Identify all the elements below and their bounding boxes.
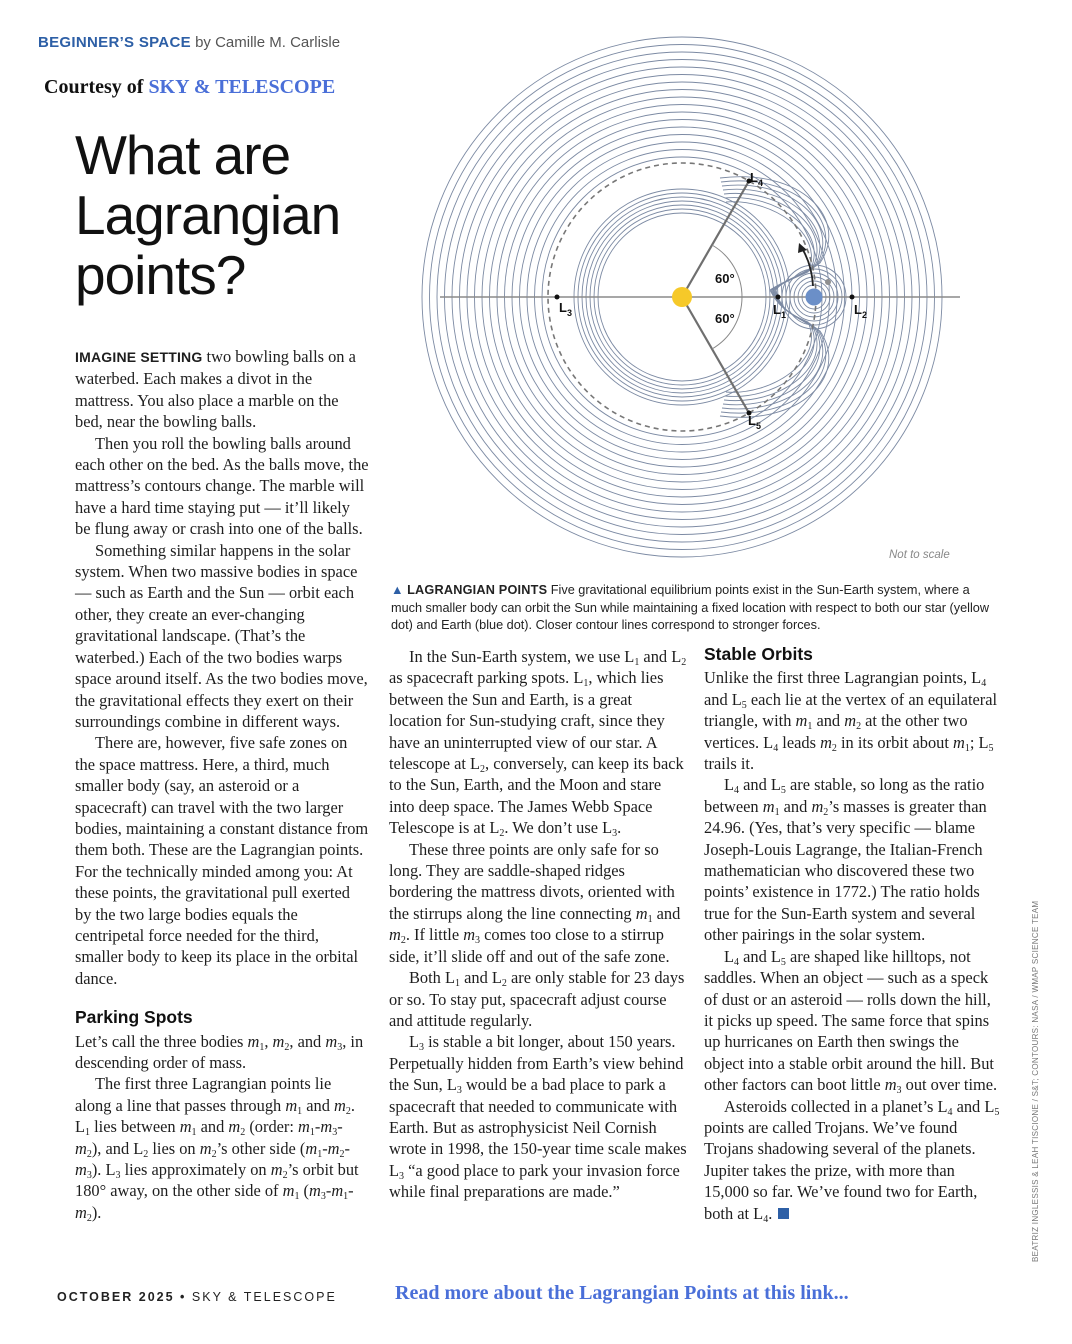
courtesy-magazine: SKY & TELESCOPE	[148, 76, 336, 98]
read-more-link[interactable]: Read more about the Lagrangian Points at this link...	[395, 1282, 849, 1304]
triangle-up-icon: ▲	[391, 583, 404, 597]
earth-dot	[806, 289, 823, 306]
paragraph: Then you roll the bowling balls around each other on the bed. As the balls move, the mattress’s contours change. The marble will have a hard time staying put — it’ll likely be flung away or crash into one of the balls.	[75, 433, 369, 539]
column-name: BEGINNER’S SPACE	[38, 34, 191, 51]
footer-bullet: •	[180, 1290, 187, 1304]
l3-point	[555, 295, 560, 300]
lagrangian-diagram	[420, 28, 980, 568]
angle-label-upper: 60°	[715, 271, 735, 286]
sun-dot	[672, 287, 692, 307]
paragraph: In the Sun-Earth system, we use $L_1$ and $L_2$ as spacecraft parking spots. $L_1$, which lies between the Sun and Earth, is a great location for Sun-studying craft, since they have an uninterrupted view of our star. A telescope at $L_2$, conversely, can keep its back to the Sun, Earth, and the Moon and stare into deep space. The James Webb Space Telescope is at $L_2$. We don’t use $L_3$.	[389, 647, 687, 840]
section-heading-stable-orbits: Stable Orbits	[704, 644, 813, 664]
not-to-scale-note: Not to scale	[889, 549, 950, 561]
footer-folio	[57, 1290, 337, 1304]
paragraph: Let’s call the three bodies $m_1$, $m_2$, and $m_3$, in descending order of mass.	[75, 1031, 364, 1072]
article-column-1	[75, 346, 369, 1223]
image-credit: BEATRIZ INGLESSIS & LEAH TISCIONE / S&T; CONTOURS: NASA / WMAP SCIENCE TEAM	[1031, 900, 1040, 1262]
l1-label: $L_1$	[773, 302, 786, 320]
end-mark-icon	[778, 1208, 789, 1219]
l4-label: $L_4$	[750, 170, 763, 188]
paragraph: There are, however, five safe zones on the space mattress. Here, a third, much smaller body (say, an asteroid or a spacecraft) can travel with the two larger bodies, maintaining a constant distance from them both. These are the Lagrangian points. For the technically minded among you: At these points, the gravitational pull exerted by the two large bodies equals the centripetal force needed for the third, smaller body to keep its place in the orbital dance.	[75, 733, 369, 988]
angle-label-lower: 60°	[715, 311, 735, 326]
paragraph: Asteroids collected in a planet’s $L_4$ and $L_5$ points are called Trojans. We’ve found Trojans shadowing several of the planets. Jupiter takes the prize, with more than 15,000 so far. We’ve found two for Earth, both at $L_4$.	[704, 1096, 1000, 1225]
article-column-2	[389, 646, 687, 1203]
caption-text: Five gravitational equilibrium points exist in the Sun-Earth system, where a much smaller body can orbit the Sun while maintaining a fixed location with respect to both our star (yellow dot) and Earth (blue dot). Closer contour lines correspond to stronger forces.	[391, 583, 990, 632]
issue-date: OCTOBER 2025	[57, 1290, 175, 1304]
lead-in: IMAGINE SETTING	[75, 349, 203, 365]
paragraph: These three points are only safe for so long. They are saddle-shaped ridges bordering the mattress divots, oriented with the stirrups along the line connecting $m_1$ and $m_2$. If little $m_3$ comes too close to a stirrup side, it’ll slide off and out of the safe zone.	[389, 839, 681, 966]
byline: by Camille M. Carlisle	[195, 34, 341, 51]
footer-magazine: SKY & TELESCOPE	[191, 1290, 337, 1304]
paragraph: IMAGINE SETTING two bowling balls on a waterbed. Each makes a divot in the mattress. You also place a marble on the bed, near the bowling balls.	[75, 347, 356, 432]
paragraph: $L_3$ is stable a bit longer, about 150 years. Perpetually hidden from Earth’s view behind the Sun, $L_3$ would be a bad place to park a spacecraft that needed to communicate with Earth. But as astrophysicist Neil Cornish wrote in 1998, the 150-year time scale makes $L_3$ “a good place to park your invasion force while final preparations are made.”	[389, 1032, 687, 1202]
column-label	[38, 34, 340, 51]
paragraph: Unlike the first three Lagrangian points, $L_4$ and $L_5$ each lie at the vertex of an equilateral triangle, with $m_1$ and $m_2$ at the other two vertices. $L_4$ leads $m_2$ in its orbit about $m_1$; $L_5$ trails it.	[704, 668, 998, 774]
courtesy-line	[44, 76, 335, 99]
caption-title: LAGRANGIAN POINTS	[407, 583, 548, 597]
page-title: What are Lagrangian points?	[75, 124, 341, 306]
paragraph: $L_4$ and $L_5$ are stable, so long as the ratio between $m_1$ and $m_2’s$ masses is greater than 24.96. (Yes, that’s very specific — blame Joseph-Louis Lagrange, the Italian-French mathematician who discovered these two points’ existence in 1772.) The ratio holds true for the Sun-Earth system and several other pairings in the solar system.	[704, 775, 987, 945]
l2-label: $L_2$	[854, 302, 867, 320]
moon-dot	[825, 279, 831, 285]
l3-label: $L_3$	[559, 300, 572, 318]
courtesy-prefix: Courtesy of	[44, 76, 144, 98]
section-heading-parking-spots: Parking Spots	[75, 1007, 193, 1028]
l1-point	[776, 295, 781, 300]
l2-point	[850, 295, 855, 300]
paragraph: The first three Lagrangian points lie along a line that passes through $m_1$ and $m_2$. $L_1$ lies between $m_1$ and $m_2$ (order: $m_1-m_3-m_2$), and $L_2$ lies on $m_2’s$ other side $(m_1-m_2-m_3)$. $L_3$ lies approximately on $m_2’s$ orbit but 180° away, on the other side of $m_1$ $(m_3-m_1-m_2)$.	[75, 1074, 359, 1224]
l5-label: $L_5$	[748, 413, 761, 431]
paragraph: Something similar happens in the solar system. When two massive bodies in space — such as Earth and the Sun — orbit each other, they create an ever-changing gravitational landscape. (That’s the waterbed.) Each of the two bodies warps space around itself. As the two bodies move, the gravitational effects they exert on their surroundings combine in different ways.	[75, 540, 368, 731]
paragraph: $L_4$ and $L_5$ are shaped like hilltops, not saddles. When an object — such as a speck of dust or an asteroid — rolls down the hill, it picks up speed. The same force that spins up hurricanes on Earth then swings the object into a stable orbit around the hill. But other factors can boot little $m_3$ out over time.	[704, 946, 998, 1097]
figure-caption	[391, 582, 1001, 635]
paragraph: Both $L_1$ and $L_2$ are only stable for 23 days or so. To stay put, spacecraft adjust course and attitude regularly.	[389, 968, 685, 1030]
article-column-3	[704, 644, 1002, 1224]
